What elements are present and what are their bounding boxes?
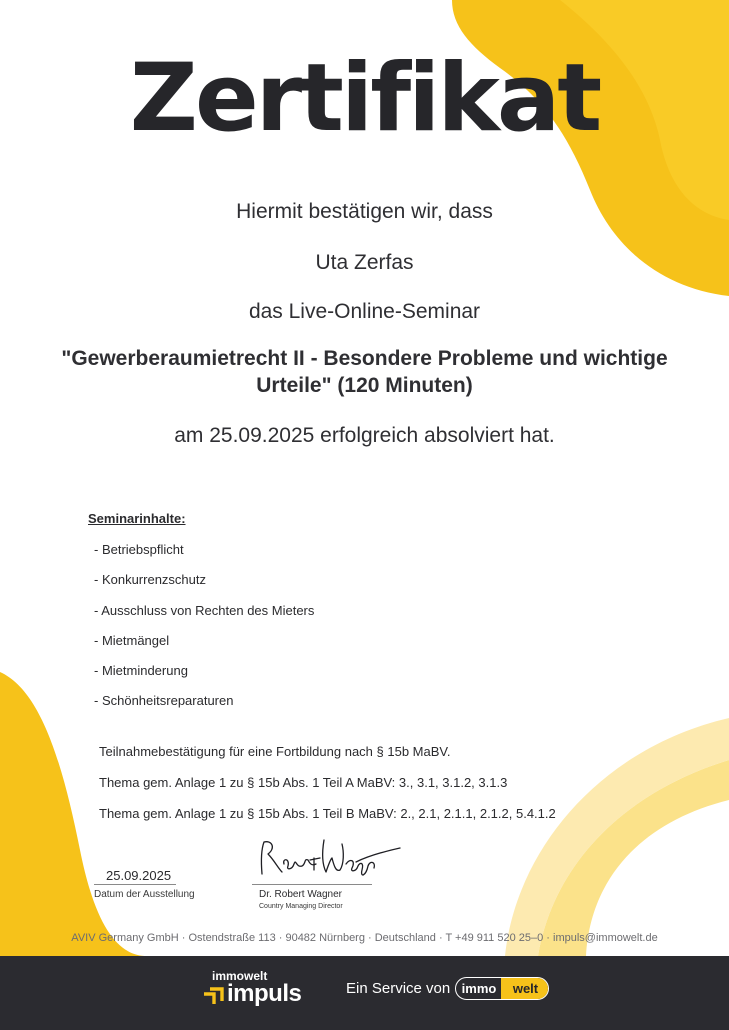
participant-name: Uta Zerfas (315, 251, 414, 274)
service-text: Ein Service von (346, 980, 451, 997)
confirmation-text: Hiermit bestätigen wir, dass (236, 200, 493, 223)
contents-list (94, 543, 314, 725)
signer-name: Dr. Robert Wagner (259, 889, 342, 900)
issue-date-label: Datum der Ausstellung (94, 889, 195, 900)
company-address: AVIV Germany GmbH · Ostendstraße 113 · 90482 Nürnberg · Deutschland · T +49 911 520 25–0 · impuls@immowelt.de (71, 932, 658, 944)
list-item: - Mietmängel (94, 632, 170, 648)
seminar-title: "Gewerberaumietrecht II - Besondere Probleme und wichtige Urteile" (120 Minuten) (61, 347, 668, 397)
certificate-title: Zertifikat (129, 44, 600, 153)
signature-divider (252, 884, 372, 885)
event-type: das Live-Online-Seminar (248, 300, 481, 323)
issue-date: 25.09.2025 (106, 868, 172, 883)
brand-top-label: immowelt (212, 969, 268, 983)
impuls-bracket-icon (202, 987, 224, 1007)
list-item: - Mietminderung (94, 663, 188, 679)
regulatory-notes (99, 745, 556, 838)
logo-part-welt: welt (501, 978, 549, 999)
signer-role: Country Managing Director (259, 903, 343, 910)
immowelt-logo (455, 977, 549, 1000)
list-item: - Betriebspflicht (94, 542, 184, 557)
contents-heading: Seminarinhalte: (88, 511, 186, 526)
topic-note-b: Thema gem. Anlage 1 zu § 15b Abs. 1 Teil B MaBV: 2., 2.1, 2.1.1, 2.1.2, 5.4.1.2 (99, 806, 556, 821)
logo-part-immo: immo (461, 981, 497, 996)
completion-text: am 25.09.2025 erfolgreich absolviert hat. (174, 424, 555, 447)
list-item: - Konkurrenzschutz (94, 572, 206, 588)
list-item: - Schönheitsreparaturen (94, 693, 234, 709)
topic-note-a: Thema gem. Anlage 1 zu § 15b Abs. 1 Teil A MaBV: 3., 3.1, 3.1.2, 3.1.3 (99, 775, 508, 790)
handwritten-signature (252, 836, 402, 882)
footer-bar (0, 956, 729, 1030)
list-item: - Ausschluss von Rechten des Mieters (94, 602, 315, 618)
participation-note: Teilnahmebestätigung für eine Fortbildung nach § 15b MaBV. (99, 744, 451, 759)
brand-main-label: impuls (227, 980, 302, 1007)
date-divider (94, 884, 176, 885)
